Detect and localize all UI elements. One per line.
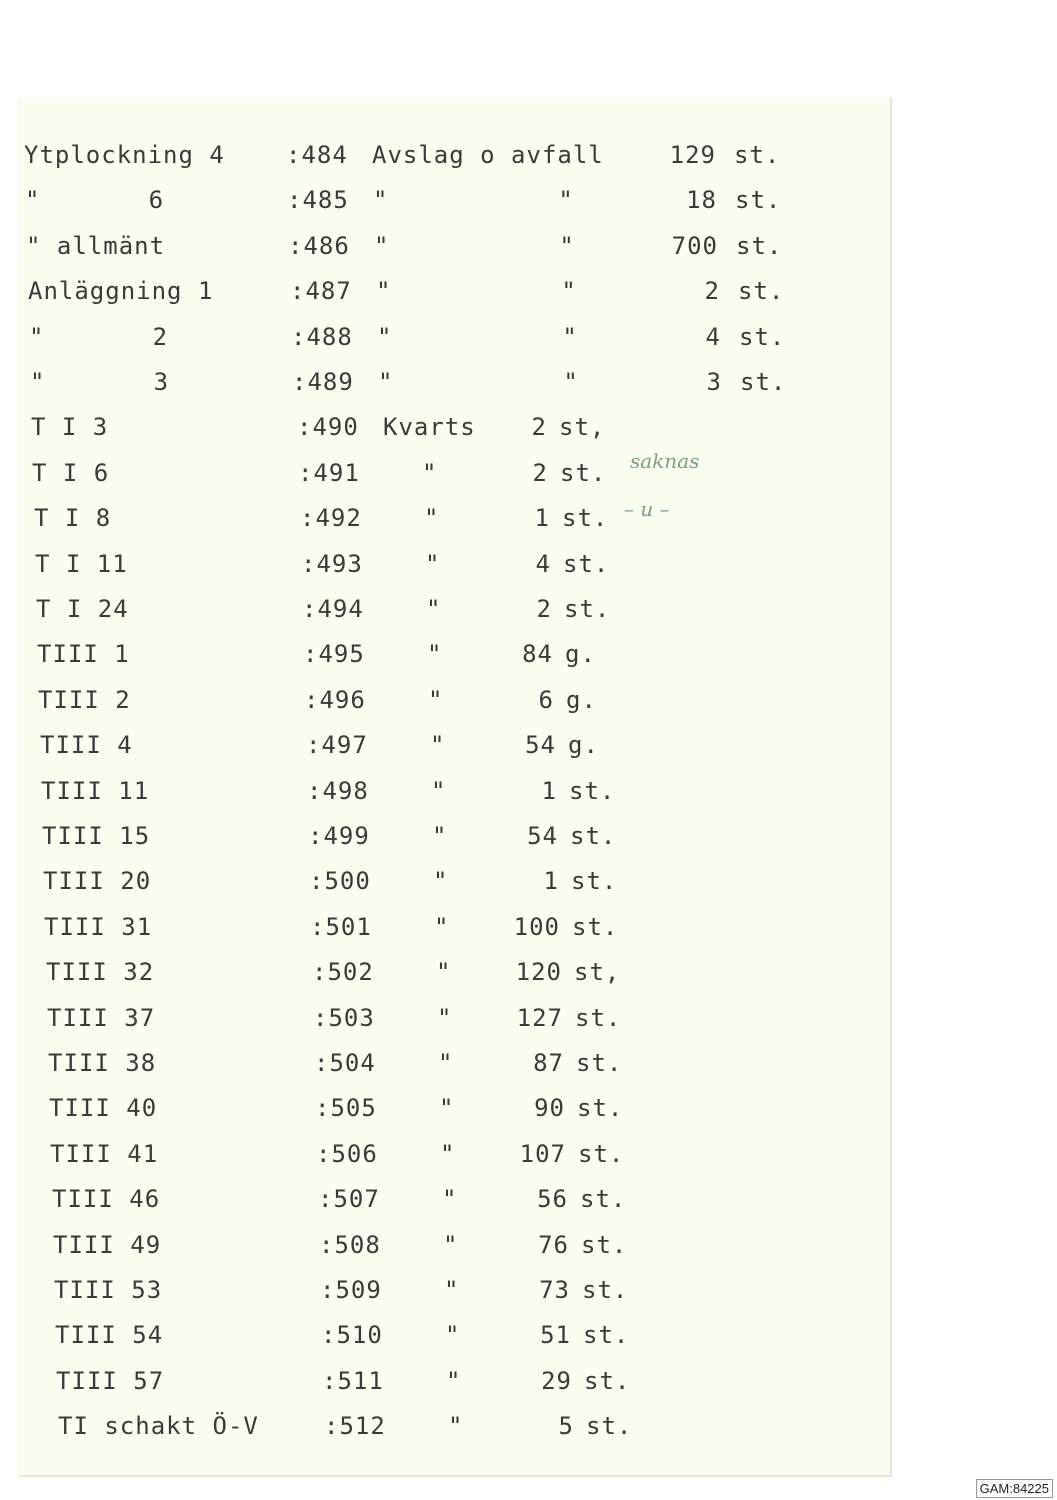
entry-quantity: 5 [558,1412,574,1441]
entry-description: " [432,822,448,850]
entry-quantity: 2 [531,413,547,442]
entry-number: :488 [291,322,353,351]
entry-label: " 6 [25,186,165,215]
entry-description: " [439,1094,455,1123]
entry-row [46,958,866,992]
entry-label: TIII 46 [52,1185,161,1214]
entry-quantity: 87 [533,1049,564,1077]
entry-unit: st. [572,912,619,941]
entry-number: :500 [309,867,371,896]
entry-row [40,731,860,765]
entry-quantity: 51 [540,1321,571,1350]
entry-unit: st. [562,504,609,533]
entry-label: TIII 20 [43,867,152,896]
entry-label: T I 8 [34,504,112,533]
entry-unit: st. [734,141,781,169]
entry-quantity: 18 [686,186,717,215]
entry-row [37,640,857,674]
entry-number: :489 [292,368,354,396]
entry-unit: st. [738,277,785,306]
entry-unit: st. [571,867,618,896]
entry-label: " allmänt [26,231,166,260]
handwritten-note-saknas: saknas [630,449,700,473]
entry-description: " " [373,186,574,215]
entry-number: :508 [319,1230,381,1259]
entry-number: :498 [307,776,369,805]
entry-label: T I 11 [35,549,128,578]
entry-row [48,1049,868,1083]
entry-label: TIII 2 [38,685,131,714]
entry-number: :486 [288,231,350,260]
entry-number: :496 [304,685,366,714]
entry-number: :490 [297,413,359,442]
entry-quantity: 1 [541,776,557,805]
entry-unit: st. [563,549,610,578]
entry-quantity: 120 [515,958,562,987]
entry-description: " " [378,368,579,396]
entry-description: " [440,1139,456,1168]
handwritten-note-ditto: – u – [624,497,670,521]
entry-row [49,1094,869,1128]
entry-row [28,277,848,311]
entry-description: " [425,549,441,578]
entry-unit: st, [574,958,621,987]
entry-quantity: 1 [534,504,550,533]
entry-number: :491 [298,458,360,487]
entry-number: :505 [315,1094,377,1123]
entry-number: :511 [322,1366,384,1395]
entry-label: TIII 15 [42,822,151,850]
entry-quantity: 4 [705,322,721,351]
entry-quantity: 76 [538,1230,569,1259]
entry-description: " [446,1366,462,1395]
entry-unit: st. [581,1230,628,1259]
entry-quantity: 127 [516,1003,563,1032]
entry-quantity: 2 [536,595,552,623]
entry-description: " [424,504,440,533]
entry-description: " [443,1230,459,1259]
entry-number: :509 [320,1276,382,1304]
entry-description: " [433,867,449,896]
entry-unit: st. [739,322,786,351]
entry-description: " [428,685,444,714]
entry-row [41,777,861,811]
entry-label: TIII 53 [54,1276,163,1304]
entry-unit: st. [580,1185,627,1214]
entry-number: :495 [303,640,365,669]
entry-unit: st. [576,1049,623,1077]
entry-row [34,504,854,538]
entry-row [47,1004,867,1038]
entry-number: :497 [306,731,368,760]
entry-number: :502 [312,958,374,987]
entry-label: TIII 38 [48,1049,157,1077]
entry-number: :507 [318,1185,380,1214]
entry-row [56,1367,876,1401]
entry-label: " 3 [30,368,170,396]
catalog-card [18,97,892,1477]
entry-number: :504 [314,1049,376,1077]
entry-description: " [445,1321,461,1350]
entry-description: " " [374,231,575,260]
entry-quantity: 84 [522,640,553,669]
entry-description: " [448,1412,464,1441]
entry-unit: st. [582,1276,629,1304]
entry-row [53,1231,873,1265]
entry-unit: st. [736,231,783,260]
entry-quantity: 54 [527,822,558,850]
entry-description: " [444,1276,460,1304]
entry-unit: st. [740,368,787,396]
entry-description: " " [376,277,577,306]
entry-row [25,186,845,220]
entry-label: TIII 57 [56,1366,165,1395]
entry-label: TIII 54 [55,1321,164,1350]
entry-description: " [436,958,452,987]
entry-description: " [426,595,442,623]
entry-row [29,323,849,357]
entry-label: Ytplockning 4 [24,141,225,169]
entry-number: :503 [313,1003,375,1032]
entry-number: :494 [302,595,364,623]
entry-unit: st. [586,1412,633,1441]
entry-unit: st. [564,595,611,623]
entry-description: " [434,912,450,941]
entry-row [35,550,855,584]
entry-quantity: 73 [539,1276,570,1304]
entry-unit: st. [569,776,616,805]
entry-row [44,913,864,947]
entry-quantity: 129 [669,141,716,169]
entry-unit: st. [578,1139,625,1168]
entry-label: TIII 32 [46,958,155,987]
entry-row [30,368,850,402]
entry-number: :510 [321,1321,383,1350]
entry-row [32,459,852,493]
entry-quantity: 100 [513,912,560,941]
entry-unit: st, [559,413,606,442]
entry-unit: st. [570,822,617,850]
entry-row [54,1276,874,1310]
entry-description: " [422,458,438,487]
entry-label: TI schakt Ö-V [58,1412,259,1441]
entry-row [26,232,846,266]
entry-row [31,413,851,447]
entry-row [55,1321,875,1355]
entry-label: TIII 40 [49,1094,158,1123]
entry-description: " [437,1003,453,1032]
entry-label: TIII 31 [44,912,153,941]
entry-quantity: 56 [537,1185,568,1214]
entry-unit: st. [735,186,782,215]
entry-quantity: 1 [543,867,559,896]
entry-row [43,867,863,901]
entry-unit: st. [575,1003,622,1032]
entry-description: " [442,1185,458,1214]
entry-description: " [427,640,443,669]
entry-number: :492 [300,504,362,533]
entry-description: " " [377,322,578,351]
entry-unit: g. [566,685,597,714]
entry-unit: st. [583,1321,630,1350]
entry-row [52,1185,872,1219]
entry-row [36,595,856,629]
entry-label: TIII 41 [50,1139,159,1168]
entry-row [42,822,862,856]
entry-unit: g. [565,640,596,669]
entry-unit: g. [568,731,599,760]
entry-label: Anläggning 1 [28,277,214,306]
entry-number: :485 [287,186,349,215]
entry-quantity: 29 [541,1366,572,1395]
entry-label: T I 3 [31,413,109,442]
entry-number: :499 [308,822,370,850]
entry-description: Kvarts [383,413,476,442]
entry-quantity: 107 [519,1139,566,1168]
entry-number: :506 [316,1139,378,1168]
entry-quantity: 4 [535,549,551,578]
entry-label: TIII 1 [37,640,130,669]
entry-quantity: 3 [706,368,722,396]
entry-label: TIII 49 [53,1230,162,1259]
entry-quantity: 2 [704,277,720,306]
entry-number: :487 [290,277,352,306]
entry-number: :512 [324,1412,386,1441]
entry-number: :484 [286,141,348,169]
entry-number: :501 [310,912,372,941]
entry-label: T I 24 [36,595,129,623]
entry-quantity: 90 [534,1094,565,1123]
entry-unit: st. [577,1094,624,1123]
entry-description: " [438,1049,454,1077]
entry-label: " 2 [29,322,169,351]
entry-description: " [430,731,446,760]
entry-quantity: 54 [525,731,556,760]
entry-row [50,1140,870,1174]
entry-label: T I 6 [32,458,110,487]
entry-quantity: 700 [671,231,718,260]
entry-description: Avslag o avfall [372,141,604,169]
entry-unit: st. [560,458,607,487]
entry-description: " [431,776,447,805]
entry-row [58,1412,878,1446]
entry-quantity: 2 [532,458,548,487]
entry-row [38,686,858,720]
catalog-number: GAM:84225 [976,1479,1053,1498]
entry-label: TIII 37 [47,1003,156,1032]
entry-label: TIII 11 [41,776,150,805]
entry-quantity: 6 [538,685,554,714]
entry-label: TIII 4 [40,731,133,760]
entry-unit: st. [584,1366,631,1395]
entry-number: :493 [301,549,363,578]
entry-row [24,141,844,175]
